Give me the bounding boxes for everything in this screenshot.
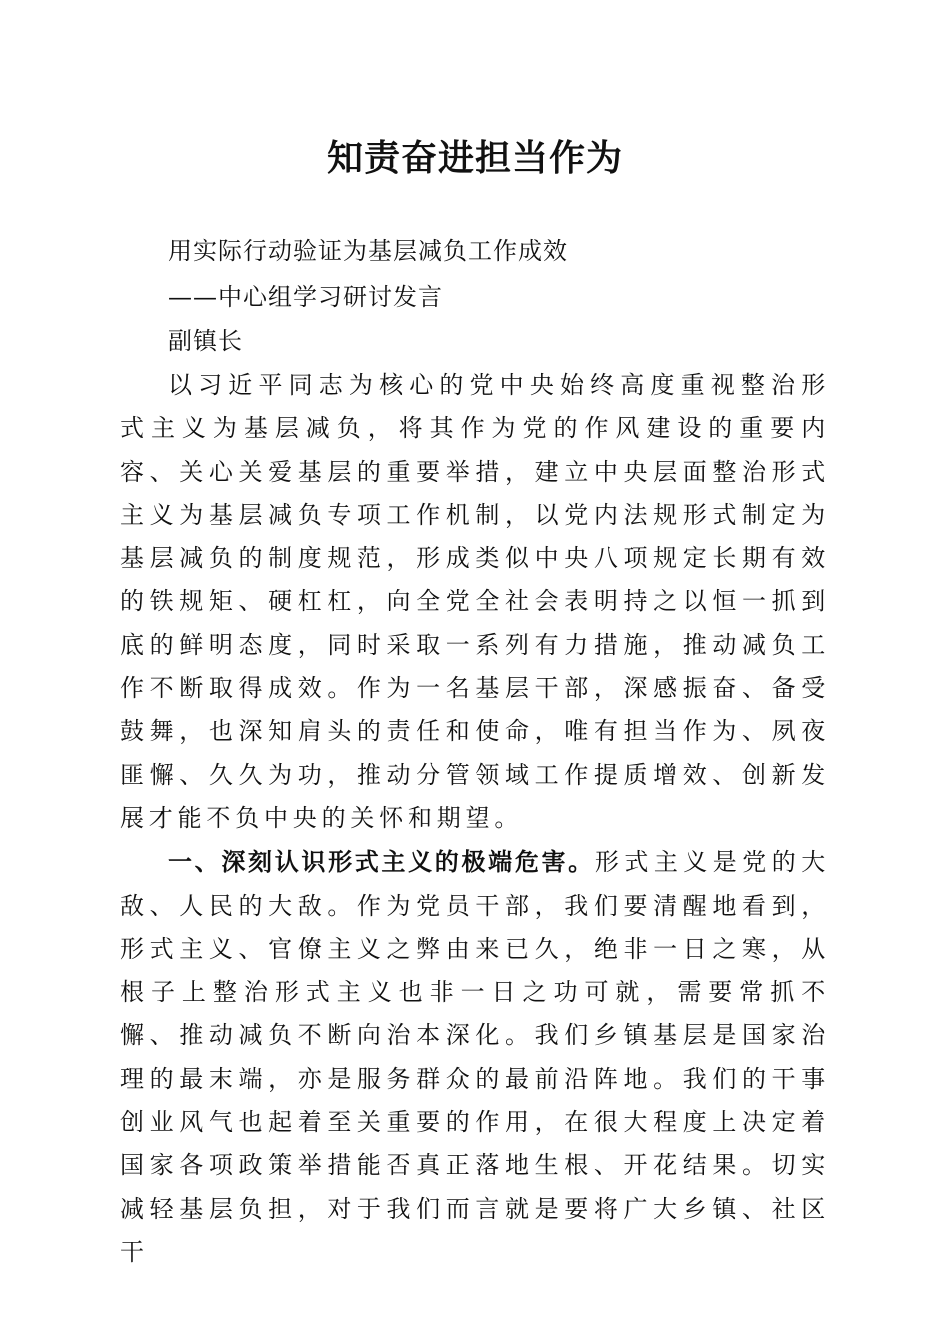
document-title: 知责奋进担当作为 xyxy=(326,137,623,179)
section-1-text: 形式主义是党的大敌、人民的大敌。作为党员干部，我们要清醒地看到，形式主义、官僚主义之弊由来已久，绝非一日之寒，从根子上整治形式主义也非一日之功可就，需要常抓不懈、推动减负不断向治本深化。我们乡镇基层是国家治理的最末端，亦是服务群众的最前沿阵地。我们的干事创业风气也起着至关重要的作用，在很大程度上决定着国家各项政策举措能否真正落地生根、开花结果。切实减轻基层负担，对于我们而言就是要将广大乡镇、社区干 xyxy=(120,848,831,1266)
document-subheading: ——中心组学习研讨发言 xyxy=(168,283,443,311)
document-body xyxy=(120,364,830,1274)
author-role: 副镇长 xyxy=(168,327,243,355)
section-1-heading: 一、深刻认识形式主义的极端危害。 xyxy=(168,847,595,877)
paragraph-section-1 xyxy=(120,840,830,1274)
paragraph-intro: 以习近平同志为核心的党中央始终高度重视整治形式主义为基层减负，将其作为党的作风建设的重要内容、关心关爱基层的重要举措，建立中央层面整治形式主义为基层减负专项工作机制，以党内法规形式制定为基层减负的制度规范，形成类似中央八项规定长期有效的铁规矩、硬杠杠，向全党全社会表明持之以恒一抓到底的鲜明态度，同时采取一系列有力措施，推动减负工作不断取得成效。作为一名基层干部，深感振奋、备受鼓舞，也深知肩头的责任和使命，唯有担当作为、夙夜匪懈、久久为功，推动分管领域工作提质增效、创新发展才能不负中央的关怀和期望。 xyxy=(120,371,830,832)
document-subtitle: 用实际行动验证为基层减负工作成效 xyxy=(168,237,568,265)
